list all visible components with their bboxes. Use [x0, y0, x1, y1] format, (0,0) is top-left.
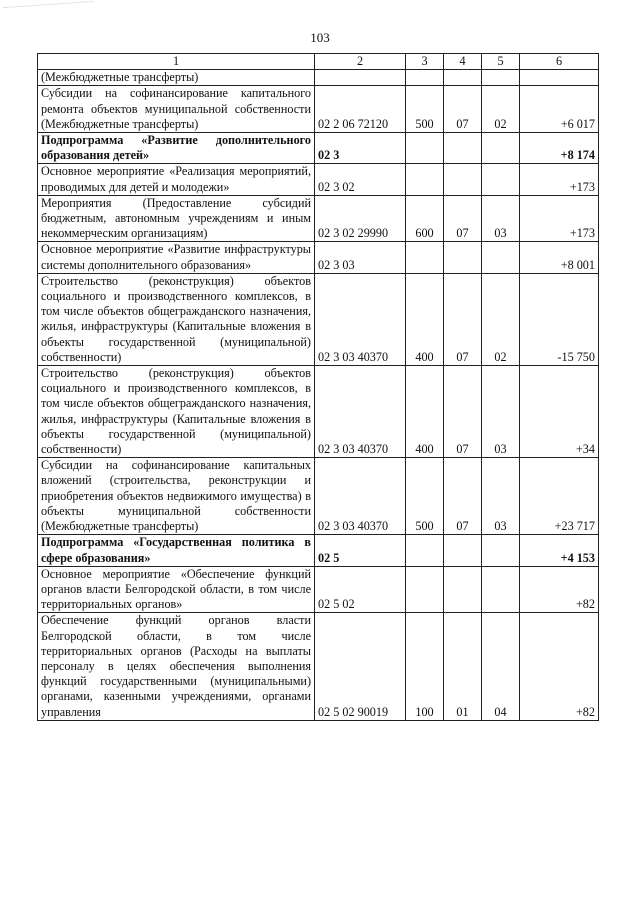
cell-amount: +6 017 [520, 86, 599, 133]
cell-expense-type: 400 [406, 273, 444, 365]
cell-section: 07 [444, 195, 482, 242]
cell-amount: -15 750 [520, 273, 599, 365]
table-header-row [38, 54, 599, 70]
cell-target-code: 02 3 02 29990 [315, 195, 406, 242]
budget-table [37, 53, 599, 721]
cell-section [444, 242, 482, 273]
cell-target-code [315, 70, 406, 86]
cell-expense-type [406, 566, 444, 613]
cell-expense-type: 400 [406, 366, 444, 458]
cell-target-code: 02 3 03 40370 [315, 366, 406, 458]
cell-amount: +4 153 [520, 535, 599, 566]
header-col-5: 5 [482, 54, 520, 70]
cell-name: Субсидии на софинансирование капитального ремонта объектов муниципальной собственности (Межбюджетные трансферты) [38, 86, 315, 133]
cell-target-code: 02 3 02 [315, 164, 406, 195]
cell-amount: +173 [520, 164, 599, 195]
table-row [38, 70, 599, 86]
table-row [38, 366, 599, 458]
cell-subsection: 02 [482, 273, 520, 365]
cell-target-code: 02 5 02 90019 [315, 613, 406, 720]
cell-section: 07 [444, 273, 482, 365]
cell-amount: +82 [520, 613, 599, 720]
cell-name: Субсидии на софинансирование капитальных вложений (строительства, реконструкции и приобретения объектов недвижимого имущества) в объекты муниципальной собственности (Межбюджетные трансферты) [38, 458, 315, 535]
cell-name: Основное мероприятие «Обеспечение функций органов власти Белгородской области, в том числе территориальных органов» [38, 566, 315, 613]
page-number: 103 [310, 30, 330, 45]
cell-section [444, 133, 482, 164]
cell-subsection [482, 164, 520, 195]
cell-subsection: 02 [482, 86, 520, 133]
cell-name: Подпрограмма «Государственная политика в сфере образования» [38, 535, 315, 566]
cell-subsection: 03 [482, 366, 520, 458]
cell-section: 07 [444, 458, 482, 535]
cell-name: Мероприятия (Предоставление субсидий бюджетным, автономным учреждениям и иным некоммерческим организациям) [38, 195, 315, 242]
cell-amount: +23 717 [520, 458, 599, 535]
cell-expense-type [406, 164, 444, 195]
cell-section [444, 566, 482, 613]
cell-name: Основное мероприятие «Реализация мероприятий, проводимых для детей и молодежи» [38, 164, 315, 195]
cell-target-code: 02 2 06 72120 [315, 86, 406, 133]
table-row [38, 133, 599, 164]
table-row [38, 613, 599, 720]
cell-subsection [482, 133, 520, 164]
cell-name: Строительство (реконструкция) объектов социального и производственного комплексов, в том числе объектов общегражданского назначения, жилья, инфраструктуры (Капитальные вложения в объекты государственной (муниципальной) собственности) [38, 366, 315, 458]
cell-amount: +82 [520, 566, 599, 613]
table-row [38, 535, 599, 566]
cell-target-code: 02 3 03 40370 [315, 458, 406, 535]
header-col-6: 6 [520, 54, 599, 70]
table-row [38, 195, 599, 242]
cell-name: Обеспечение функций органов власти Белгородской области, в том числе территориальных органов (Расходы на выплаты персоналу в целях обеспечения выполнения функций государственными (муниципальными) органами, казенными учреждениями, органами управления [38, 613, 315, 720]
cell-expense-type: 500 [406, 458, 444, 535]
cell-expense-type: 600 [406, 195, 444, 242]
cell-subsection [482, 242, 520, 273]
cell-section [444, 535, 482, 566]
header-col-2: 2 [315, 54, 406, 70]
cell-subsection [482, 566, 520, 613]
cell-target-code: 02 5 02 [315, 566, 406, 613]
header-col-4: 4 [444, 54, 482, 70]
cell-amount: +8 001 [520, 242, 599, 273]
cell-target-code: 02 3 03 40370 [315, 273, 406, 365]
cell-amount: +173 [520, 195, 599, 242]
cell-subsection [482, 70, 520, 86]
table-row [38, 566, 599, 613]
table-row [38, 242, 599, 273]
cell-section [444, 70, 482, 86]
cell-expense-type [406, 242, 444, 273]
cell-target-code: 02 3 03 [315, 242, 406, 273]
cell-expense-type [406, 133, 444, 164]
cell-subsection [482, 535, 520, 566]
table-row [38, 273, 599, 365]
cell-name: Основное мероприятие «Развитие инфраструктуры системы дополнительного образования» [38, 242, 315, 273]
cell-amount: +34 [520, 366, 599, 458]
cell-subsection: 03 [482, 195, 520, 242]
cell-subsection: 04 [482, 613, 520, 720]
cell-target-code: 02 3 [315, 133, 406, 164]
cell-expense-type: 100 [406, 613, 444, 720]
cell-amount: +8 174 [520, 133, 599, 164]
table-row [38, 458, 599, 535]
cell-expense-type: 500 [406, 86, 444, 133]
header-col-1: 1 [38, 54, 315, 70]
table-body [38, 70, 599, 721]
cell-expense-type [406, 70, 444, 86]
cell-name: (Межбюджетные трансферты) [38, 70, 315, 86]
cell-section [444, 164, 482, 195]
cell-name: Подпрограмма «Развитие дополнительного образования детей» [38, 133, 315, 164]
cell-section: 07 [444, 366, 482, 458]
cell-section: 07 [444, 86, 482, 133]
table-row [38, 164, 599, 195]
cell-name: Строительство (реконструкция) объектов социального и производственного комплексов, в том числе объектов общегражданского назначения, жилья, инфраструктуры (Капитальные вложения в объекты государственной (муниципальной) собственности) [38, 273, 315, 365]
cell-amount [520, 70, 599, 86]
scan-corner-mark [4, 1, 95, 18]
table-row [38, 86, 599, 133]
cell-subsection: 03 [482, 458, 520, 535]
cell-target-code: 02 5 [315, 535, 406, 566]
cell-section: 01 [444, 613, 482, 720]
header-col-3: 3 [406, 54, 444, 70]
cell-expense-type [406, 535, 444, 566]
